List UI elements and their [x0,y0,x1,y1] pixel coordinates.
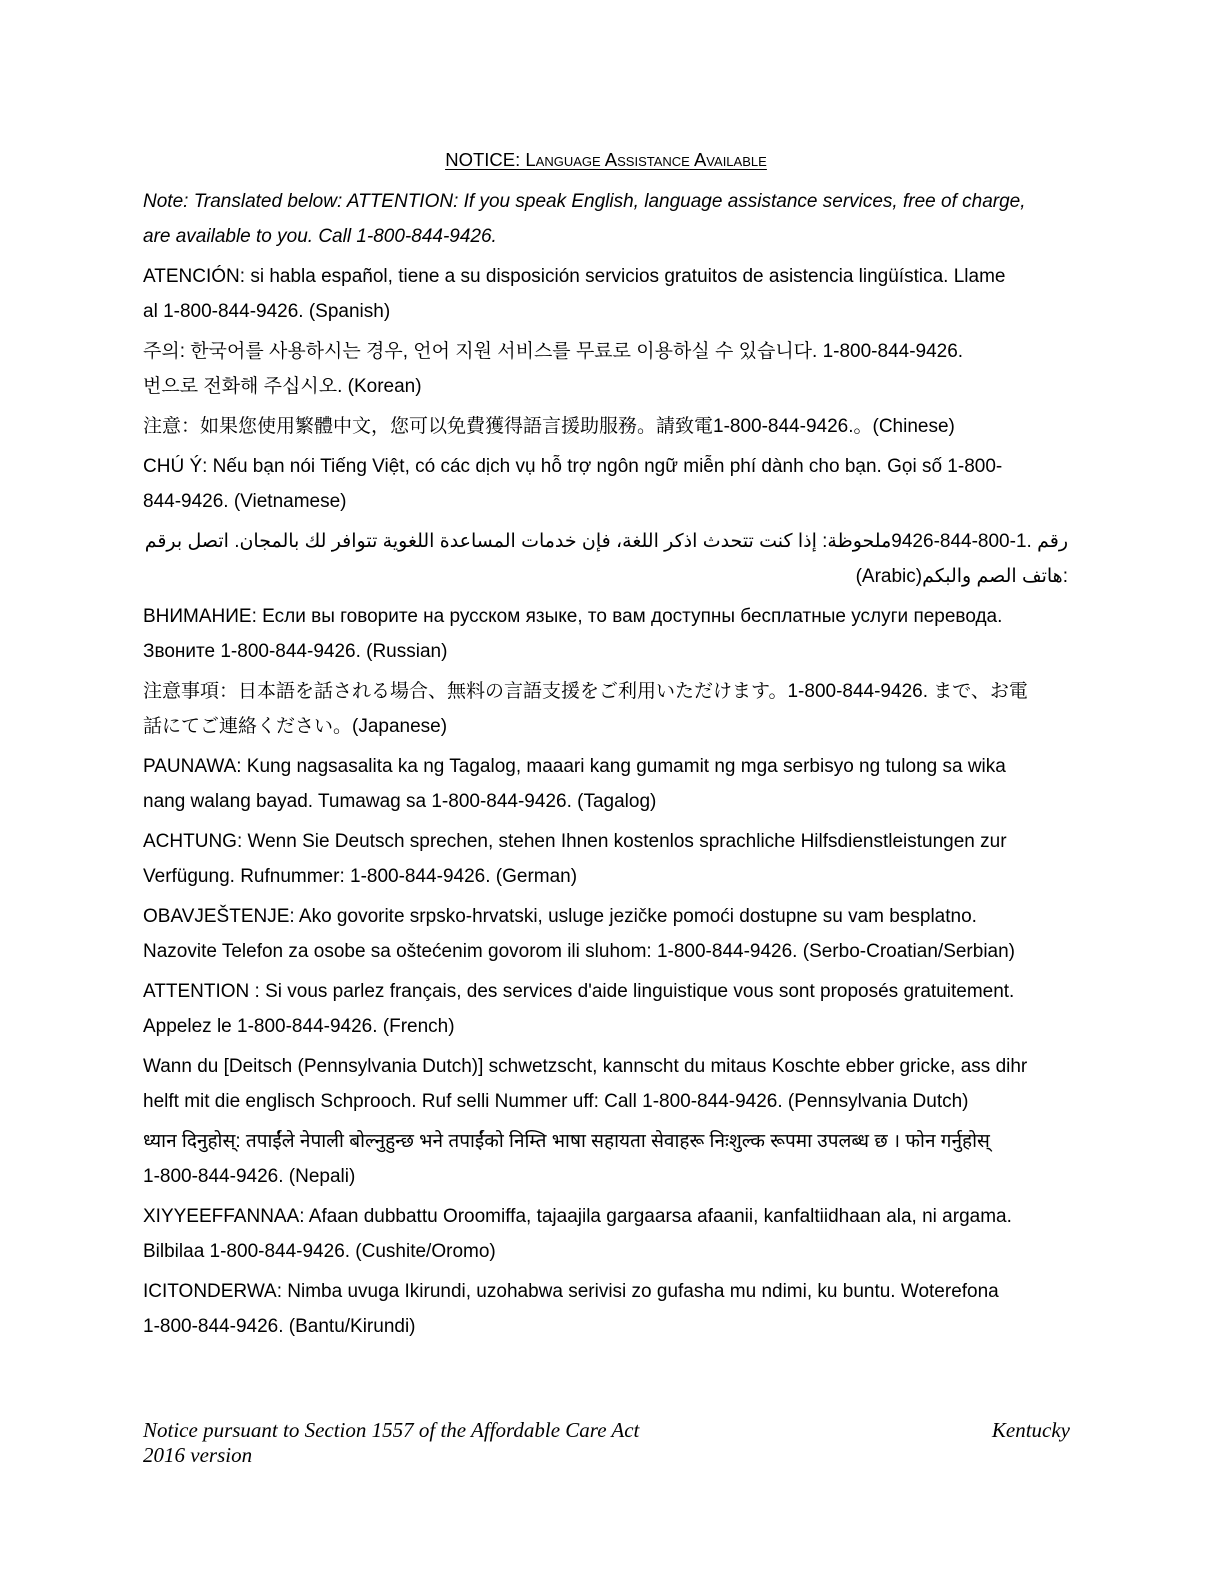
notice-line: 注意事項：日本語を話される場合、無料の言語支援をご利用いただけます。1-800-844-9426. まで、お電 [143,681,1028,702]
notice-line: XIYYEEFFANNAA: Afaan dubbattu Oroomiffa, tajaajila gargaarsa afaanii, kanfaltiidhaan ala, ni argama. [143,1206,1012,1227]
notice-line: ATTENTION : Si vous parlez français, des services d'aide linguistique vous sont proposés gratuitement. [143,981,1015,1002]
notice-line: ध्यान दिनुहोस्: तपाईंले नेपाली बोल्नुहुन्छ भने तपाईंको निम्ति भाषा सहायता सेवाहरू निःशुल्क रूपमा उपलब्ध छ । फोन गर्नुहोस् [143,1131,990,1152]
notice-line: 844-9426. (Vietnamese) [143,491,347,512]
notice-line: helft mit die englisch Schprooch. Ruf selli Nummer uff: Call 1-800-844-9426. (Pennsylvania Dutch) [143,1091,969,1112]
notice-line: Звоните 1-800-844-9426. (Russian) [143,641,448,662]
notice-tagalog [143,749,1078,819]
title-prefix: NOTICE: [445,149,526,170]
notice-chinese [143,409,1078,444]
notice-line: 번으로 전화해 주십시오. (Korean) [143,376,422,397]
notice-line: CHÚ Ý: Nếu bạn nói Tiếng Việt, có các dịch vụ hỗ trợ ngôn ngữ miễn phí dành cho bạn. Gọi số 1-800- [143,456,1003,477]
notice-line: Nazovite Telefon za osobe sa oštećenim govorom ili sluhom: 1-800-844-9426. (Serbo-Croatian/Serbian) [143,941,1016,962]
notice-line: nang walang bayad. Tumawag sa 1-800-844-9426. (Tagalog) [143,791,657,812]
notice-line: Wann du [Deitsch (Pennsylvania Dutch)] schwetzscht, kannscht du mitaus Koschte ebber gricke, ass dihr [143,1056,1028,1077]
notice-line: ICITONDERWA: Nimba uvuga Ikirundi, uzohabwa serivisi zo gufasha mu ndimi, ku buntu. Woterefona [143,1281,999,1302]
notice-oromo [143,1199,1078,1269]
notice-korean [143,334,1078,404]
notice-line: Appelez le 1-800-844-9426. (French) [143,1016,455,1037]
notice-arabic [143,524,1078,594]
notice-line: Note: Translated below: ATTENTION: If you speak English, language assistance services, free of charge, [143,191,1026,212]
notice-pennsylvania-dutch [143,1049,1078,1119]
notice-line: رقم .1-800-844-9426ملحوظة: إذا كنت تتحدث اذكر اللغة، فإن خدمات المساعدة اللغوية تتوافر لك بالمجان. اتصل برقم [144,531,1068,552]
notice-french [143,974,1078,1044]
notice-line: 話にてご連絡ください。(Japanese) [143,716,448,737]
notice-spanish [143,259,1078,329]
notice-russian [143,599,1078,669]
notice-line: are available to you. Call 1-800-844-9426. [143,226,497,247]
notice-line: 주의: 한국어를 사용하시는 경우, 언어 지원 서비스를 무료로 이용하실 수 있습니다. 1-800-844-9426. [143,341,964,362]
notice-line: 注意：如果您使用繁體中文，您可以免費獲得語言援助服務。請致電1-800-844-9426.。(Chinese) [143,416,955,437]
notice-line: OBAVJEŠTENJE: Ako govorite srpsko-hrvatski, usluge jezičke pomoći dostupne su vam besplatno. [143,906,977,927]
notice-line: Verfügung. Rufnummer: 1-800-844-9426. (German) [143,866,578,887]
notice-japanese [143,674,1078,744]
notice-line: 1-800-844-9426. (Nepali) [143,1166,356,1187]
notice-line: Bilbilaa 1-800-844-9426. (Cushite/Oromo) [143,1241,496,1262]
notice-list [143,184,1078,1349]
footer-state: Kentucky [991,1418,1070,1442]
notice-vietnamese [143,449,1078,519]
notice-english [143,184,1078,254]
footer-act-reference: Notice pursuant to Section 1557 of the Affordable Care Act [143,1418,640,1442]
title-rest: Language Assistance Available [525,149,767,170]
notice-nepali [143,1124,1078,1194]
notice-line: ACHTUNG: Wenn Sie Deutsch sprechen, stehen Ihnen kostenlos sprachliche Hilfsdienstleistungen zur [143,831,1007,852]
notice-line: (Arabic)هاتف الصم والبكم: [855,566,1068,587]
notice-line: ВНИМАНИЕ: Если вы говорите на русском языке, то вам доступны бесплатные услуги перевода. [143,606,1003,627]
footer-version: 2016 version [143,1443,253,1467]
notice-serbo-croatian [143,899,1078,969]
notice-line: al 1-800-844-9426. (Spanish) [143,301,391,322]
notice-german [143,824,1078,894]
page-title-text [445,149,767,170]
page-footer [143,1418,1070,1468]
notice-line: ATENCIÓN: si habla español, tiene a su disposición servicios gratuitos de asistencia lingüística. Llame [143,266,1006,287]
page-title [0,148,1212,172]
notice-line: PAUNAWA: Kung nagsasalita ka ng Tagalog, maaari kang gumamit ng mga serbisyo ng tulong sa wika [143,756,1006,777]
footer-citation [143,1418,639,1468]
notice-kirundi [143,1274,1078,1344]
notice-line: 1-800-844-9426. (Bantu/Kirundi) [143,1316,416,1337]
